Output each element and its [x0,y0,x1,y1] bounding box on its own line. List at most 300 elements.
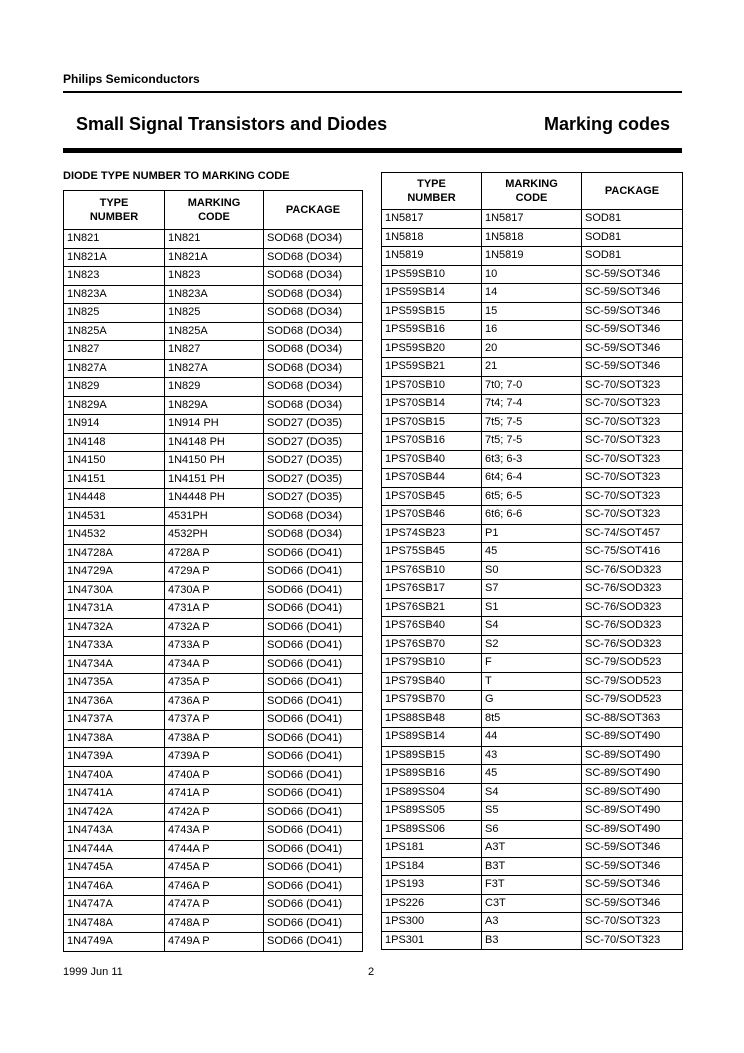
table-row [382,635,683,654]
package-cell: SC-89/SOT490 [582,765,683,784]
package-cell: SC-76/SOD323 [582,598,683,617]
type-number-cell: 1PS76SB17 [382,580,482,599]
marking-code-cell: 1N825A [165,322,264,341]
package-cell: SOD66 (DO41) [264,563,363,582]
table-row [64,914,363,933]
table-row [64,507,363,526]
package-cell: SOD66 (DO41) [264,877,363,896]
marking-code-cell: S2 [482,635,582,654]
package-cell: SC-89/SOT490 [582,728,683,747]
type-number-cell: 1PS181 [382,839,482,858]
table-row [64,729,363,748]
package-cell: SC-70/SOT323 [582,487,683,506]
type-number-cell: 1N4728A [64,544,165,563]
type-number-cell: 1N4448 [64,489,165,508]
package-cell: SOD66 (DO41) [264,711,363,730]
package-cell: SOD66 (DO41) [264,544,363,563]
table-row [64,248,363,267]
table-row [382,839,683,858]
type-number-cell: 1PS79SB70 [382,691,482,710]
table-row [382,376,683,395]
marking-code-cell: A3 [482,913,582,932]
package-cell: SC-59/SOT346 [582,839,683,858]
table-row [64,581,363,600]
marking-code-cell: S6 [482,820,582,839]
table-row [64,674,363,693]
table-row [382,561,683,580]
package-cell: SOD27 (DO35) [264,470,363,489]
marking-code-cell: 4728A P [165,544,264,563]
package-cell: SC-76/SOD323 [582,580,683,599]
package-cell: SOD66 (DO41) [264,896,363,915]
type-number-cell: 1PS79SB40 [382,672,482,691]
package-cell: SOD68 (DO34) [264,396,363,415]
table-row [64,766,363,785]
marking-code-cell: 4730A P [165,581,264,600]
package-cell: SC-59/SOT346 [582,876,683,895]
package-cell: SOD66 (DO41) [264,674,363,693]
type-number-cell: 1N4745A [64,859,165,878]
type-number-cell: 1N829 [64,378,165,397]
package-cell: SOD68 (DO34) [264,322,363,341]
package-cell: SC-70/SOT323 [582,450,683,469]
marking-code-cell: 1N4148 PH [165,433,264,452]
package-cell: SC-76/SOD323 [582,617,683,636]
package-cell: SOD68 (DO34) [264,267,363,286]
type-number-cell: 1PS89SB14 [382,728,482,747]
table-row [382,931,683,950]
marking-code-cell: 4734A P [165,655,264,674]
table-row [382,654,683,673]
table-row [64,304,363,323]
document-title: Small Signal Transistors and Diodes [76,114,388,134]
table-row [64,396,363,415]
marking-code-cell: 1N827A [165,359,264,378]
table-row [64,618,363,637]
marking-code-cell: F [482,654,582,673]
package-cell: SC-59/SOT346 [582,284,683,303]
type-number-cell: 1N4531 [64,507,165,526]
type-number-cell: 1N5817 [382,210,482,229]
table-row [382,913,683,932]
table-row [64,563,363,582]
type-number-cell: 1PS70SB16 [382,432,482,451]
table-row [64,748,363,767]
type-number-cell: 1PS59SB16 [382,321,482,340]
marking-code-cell: 20 [482,339,582,358]
marking-code-cell: 6t6; 6-6 [482,506,582,525]
marking-code-cell: 15 [482,302,582,321]
package-cell: SOD68 (DO34) [264,378,363,397]
marking-code-cell: 1N829 [165,378,264,397]
type-number-cell: 1PS76SB10 [382,561,482,580]
table-row [64,322,363,341]
package-cell: SOD81 [582,247,683,266]
marking-code-cell: 4732A P [165,618,264,637]
type-number-cell: 1N4734A [64,655,165,674]
type-number-cell: 1N823A [64,285,165,304]
type-number-cell: 1N4748A [64,914,165,933]
type-number-cell: 1PS70SB10 [382,376,482,395]
table-row [64,859,363,878]
package-cell: SC-70/SOT323 [582,506,683,525]
package-cell: SOD66 (DO41) [264,581,363,600]
table-row [64,341,363,360]
company-name: Philips Semiconductors [63,72,200,86]
table-row [64,840,363,859]
type-number-cell: 1N4731A [64,600,165,619]
type-number-cell: 1N4743A [64,822,165,841]
marking-code-cell: 45 [482,765,582,784]
marking-code-cell: 1N829A [165,396,264,415]
package-cell: SOD66 (DO41) [264,655,363,674]
marking-code-cell: 4747A P [165,896,264,915]
marking-code-cell: S4 [482,617,582,636]
marking-code-cell: 4743A P [165,822,264,841]
marking-code-cell: 1N5819 [482,247,582,266]
type-number-cell: 1N825A [64,322,165,341]
type-number-cell: 1N4749A [64,933,165,952]
table-row [64,433,363,452]
marking-code-cell: 4749A P [165,933,264,952]
package-cell: SC-70/SOT323 [582,413,683,432]
marking-code-cell: 6t5; 6-5 [482,487,582,506]
package-cell: SOD68 (DO34) [264,341,363,360]
marking-code-cell: 7t5; 7-5 [482,432,582,451]
marking-code-cell: 8t5 [482,709,582,728]
marking-code-cell: 1N825 [165,304,264,323]
table-row [64,692,363,711]
package-cell: SOD27 (DO35) [264,489,363,508]
table-row [382,894,683,913]
type-number-cell: 1PS74SB23 [382,524,482,543]
table-row [382,857,683,876]
table-row [382,709,683,728]
package-cell: SC-59/SOT346 [582,358,683,377]
marking-code-cell: F3T [482,876,582,895]
marking-code-cell: S7 [482,580,582,599]
type-number-cell: 1PS79SB10 [382,654,482,673]
marking-code-cell: 4740A P [165,766,264,785]
table-row [382,210,683,229]
package-cell: SC-70/SOT323 [582,432,683,451]
type-number-cell: 1PS70SB44 [382,469,482,488]
package-cell: SOD66 (DO41) [264,859,363,878]
marking-code-cell: 1N823A [165,285,264,304]
package-cell: SOD66 (DO41) [264,785,363,804]
package-cell: SOD66 (DO41) [264,637,363,656]
header-rule [63,91,682,93]
package-cell: SOD66 (DO41) [264,748,363,767]
package-cell: SOD66 (DO41) [264,766,363,785]
table-row [64,544,363,563]
type-number-cell: 1N4732A [64,618,165,637]
marking-code-cell: 4532PH [165,526,264,545]
package-cell: SC-76/SOD323 [582,561,683,580]
table-row [382,284,683,303]
type-number-cell: 1N4747A [64,896,165,915]
table-row [64,452,363,471]
package-cell: SOD27 (DO35) [264,452,363,471]
table-row [64,655,363,674]
package-cell: SOD68 (DO34) [264,359,363,378]
marking-code-cell: 16 [482,321,582,340]
type-number-cell: 1PS226 [382,894,482,913]
type-number-cell: 1PS193 [382,876,482,895]
type-number-cell: 1N4148 [64,433,165,452]
package-cell: SC-59/SOT346 [582,339,683,358]
package-cell: SC-70/SOT323 [582,469,683,488]
marking-code-cell: S5 [482,802,582,821]
package-cell: SOD66 (DO41) [264,933,363,952]
type-number-cell: 1N4151 [64,470,165,489]
package-cell: SOD66 (DO41) [264,840,363,859]
marking-code-cell: S0 [482,561,582,580]
marking-table-left [63,190,363,952]
marking-code-cell: S1 [482,598,582,617]
table-row [64,267,363,286]
package-cell: SC-89/SOT490 [582,820,683,839]
marking-code-cell: 45 [482,543,582,562]
package-cell: SC-89/SOT490 [582,783,683,802]
table-row [382,506,683,525]
package-cell: SOD27 (DO35) [264,415,363,434]
table-row [64,877,363,896]
type-number-cell: 1N821A [64,248,165,267]
marking-code-cell: 4737A P [165,711,264,730]
marking-code-cell: 44 [482,728,582,747]
marking-code-cell: 6t3; 6-3 [482,450,582,469]
marking-code-cell: 1N4151 PH [165,470,264,489]
type-number-cell: 1N4733A [64,637,165,656]
table-row [382,746,683,765]
type-number-cell: 1N821 [64,230,165,249]
table-row [64,637,363,656]
header-package: PACKAGE [582,173,683,210]
type-number-cell: 1N4736A [64,692,165,711]
table-row [382,765,683,784]
package-cell: SOD66 (DO41) [264,692,363,711]
type-number-cell: 1N4150 [64,452,165,471]
type-number-cell: 1PS76SB40 [382,617,482,636]
section-title: Marking codes [544,114,671,134]
type-number-cell: 1PS88SB48 [382,709,482,728]
marking-code-cell: 4729A P [165,563,264,582]
table-row [382,617,683,636]
marking-code-cell: 1N821A [165,248,264,267]
table-row [382,783,683,802]
marking-code-cell: 4742A P [165,803,264,822]
footer-date: 1999 Jun 11 [63,966,123,978]
package-cell: SC-59/SOT346 [582,302,683,321]
table-row [382,524,683,543]
package-cell: SC-59/SOT346 [582,321,683,340]
marking-code-cell: 4733A P [165,637,264,656]
type-number-cell: 1N4742A [64,803,165,822]
type-number-cell: 1PS59SB20 [382,339,482,358]
table-row [382,247,683,266]
type-number-cell: 1PS300 [382,913,482,932]
table-row [382,876,683,895]
table-row [64,489,363,508]
table-header-row [382,173,683,210]
marking-code-cell: 10 [482,265,582,284]
page-number: 2 [368,966,375,978]
package-cell: SOD68 (DO34) [264,248,363,267]
table-row [382,728,683,747]
marking-code-cell: 21 [482,358,582,377]
marking-code-cell: S4 [482,783,582,802]
package-cell: SC-79/SOD523 [582,654,683,673]
marking-code-cell: G [482,691,582,710]
marking-code-cell: B3 [482,931,582,950]
marking-code-cell: 1N5817 [482,210,582,229]
marking-code-cell: T [482,672,582,691]
marking-code-cell: 4731A P [165,600,264,619]
marking-code-cell: P1 [482,524,582,543]
type-number-cell: 1PS59SB21 [382,358,482,377]
package-cell: SOD68 (DO34) [264,285,363,304]
table-row [382,580,683,599]
type-number-cell: 1PS70SB46 [382,506,482,525]
type-number-cell: 1PS70SB45 [382,487,482,506]
type-number-cell: 1PS59SB14 [382,284,482,303]
table-row [64,933,363,952]
table-row [64,785,363,804]
type-number-cell: 1N914 [64,415,165,434]
type-number-cell: 1N827A [64,359,165,378]
marking-code-cell: B3T [482,857,582,876]
package-cell: SOD66 (DO41) [264,822,363,841]
type-number-cell: 1PS70SB40 [382,450,482,469]
package-cell: SC-75/SOT416 [582,543,683,562]
table-row [382,598,683,617]
package-cell: SOD68 (DO34) [264,526,363,545]
title-rule [63,148,682,153]
table-row [64,415,363,434]
marking-code-cell: 4739A P [165,748,264,767]
type-number-cell: 1PS70SB14 [382,395,482,414]
package-cell: SOD68 (DO34) [264,507,363,526]
table-row [382,450,683,469]
type-number-cell: 1N4735A [64,674,165,693]
package-cell: SC-89/SOT490 [582,802,683,821]
type-number-cell: 1PS301 [382,931,482,950]
table-header-row [64,191,363,230]
type-number-cell: 1N4739A [64,748,165,767]
package-cell: SC-89/SOT490 [582,746,683,765]
package-cell: SOD68 (DO34) [264,304,363,323]
marking-code-cell: 1N4150 PH [165,452,264,471]
package-cell: SOD66 (DO41) [264,600,363,619]
type-number-cell: 1N5818 [382,228,482,247]
type-number-cell: 1PS89SB15 [382,746,482,765]
type-number-cell: 1PS76SB21 [382,598,482,617]
type-number-cell: 1N4740A [64,766,165,785]
table-row [64,470,363,489]
marking-code-cell: 7t5; 7-5 [482,413,582,432]
table-row [64,378,363,397]
marking-code-cell: A3T [482,839,582,858]
package-cell: SC-79/SOD523 [582,691,683,710]
type-number-cell: 1N4730A [64,581,165,600]
package-cell: SC-76/SOD323 [582,635,683,654]
type-number-cell: 1N4746A [64,877,165,896]
package-cell: SOD68 (DO34) [264,230,363,249]
marking-code-cell: 4746A P [165,877,264,896]
table-row [64,526,363,545]
table-row [382,413,683,432]
table-row [382,302,683,321]
table-row [382,543,683,562]
package-cell: SOD27 (DO35) [264,433,363,452]
marking-table-right [381,172,683,950]
type-number-cell: 1N827 [64,341,165,360]
table-row [382,469,683,488]
marking-code-cell: 1N821 [165,230,264,249]
package-cell: SC-70/SOT323 [582,931,683,950]
marking-code-cell: 4741A P [165,785,264,804]
marking-code-cell: 43 [482,746,582,765]
header-type-number: TYPE NUMBER [382,173,482,210]
table-row [382,802,683,821]
marking-code-cell: 4745A P [165,859,264,878]
marking-code-cell: 1N914 PH [165,415,264,434]
table-row [64,600,363,619]
type-number-cell: 1PS89SS06 [382,820,482,839]
table-row [64,711,363,730]
table-row [64,230,363,249]
package-cell: SC-59/SOT346 [582,894,683,913]
header-package: PACKAGE [264,191,363,230]
type-number-cell: 1N4744A [64,840,165,859]
type-number-cell: 1N829A [64,396,165,415]
table-row [64,896,363,915]
type-number-cell: 1PS59SB15 [382,302,482,321]
marking-code-cell: 1N823 [165,267,264,286]
package-cell: SC-59/SOT346 [582,857,683,876]
marking-code-cell: C3T [482,894,582,913]
table-row [382,228,683,247]
marking-code-cell: 4736A P [165,692,264,711]
marking-code-cell: 4531PH [165,507,264,526]
table-row [382,820,683,839]
table-row [382,432,683,451]
package-cell: SOD66 (DO41) [264,618,363,637]
table-row [64,822,363,841]
type-number-cell: 1N825 [64,304,165,323]
type-number-cell: 1PS75SB45 [382,543,482,562]
package-cell: SC-74/SOT457 [582,524,683,543]
marking-code-cell: 1N4448 PH [165,489,264,508]
table-row [382,265,683,284]
marking-code-cell: 6t4; 6-4 [482,469,582,488]
marking-code-cell: 4738A P [165,729,264,748]
type-number-cell: 1PS89SB16 [382,765,482,784]
table-row [382,395,683,414]
type-number-cell: 1PS70SB15 [382,413,482,432]
package-cell: SOD81 [582,210,683,229]
package-cell: SC-79/SOD523 [582,672,683,691]
package-cell: SOD81 [582,228,683,247]
type-number-cell: 1PS89SS04 [382,783,482,802]
table-row [382,339,683,358]
table-row [64,285,363,304]
table-row [64,359,363,378]
type-number-cell: 1PS76SB70 [382,635,482,654]
table-row [382,672,683,691]
package-cell: SOD66 (DO41) [264,729,363,748]
